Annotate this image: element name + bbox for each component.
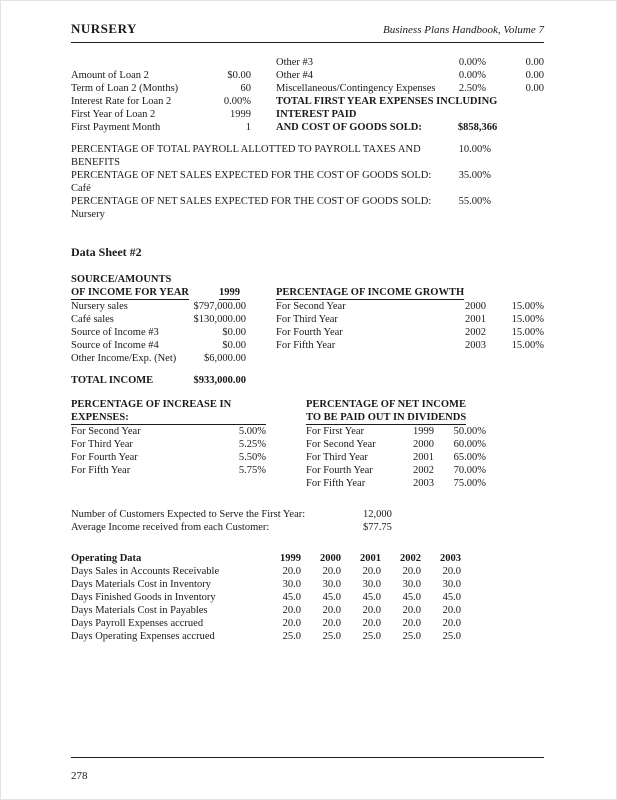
loan-detail-row (71, 69, 251, 82)
income-growth-heading (276, 286, 544, 300)
operating-cell: 25.0 (362, 631, 381, 642)
loan-details-column (71, 56, 251, 134)
total-income-value: $933,000.00 (193, 375, 246, 386)
percentage-note-label: PERCENTAGE OF NET SALES EXPECTED FOR THE COST OF GOODS SOLD: Café (71, 170, 432, 194)
loan-detail-value: 60 (240, 83, 251, 94)
dividends-value: 50.00% (453, 426, 486, 437)
expense-amount: 0.00 (525, 70, 544, 81)
income-heading-line1 (71, 273, 246, 286)
customer-assumptions (71, 508, 544, 534)
growth-value: 15.00% (511, 340, 544, 351)
operating-data-row (71, 617, 544, 630)
dividends-year: 1999 (413, 426, 434, 437)
chapter-title: NURSERY (71, 21, 137, 36)
dividends-label: For Third Year (306, 452, 368, 463)
page-number: 278 (71, 770, 88, 782)
loan-detail-value: 1 (245, 122, 251, 133)
income-label: Other Income/Exp. (Net) (71, 353, 177, 364)
growth-label: For Fourth Year (276, 327, 343, 338)
operating-cell: 20.0 (402, 566, 421, 577)
percentage-note-value: 10.00% (458, 144, 491, 155)
customer-label: Average Income received from each Customer: (71, 522, 270, 533)
operating-cell: 20.0 (282, 618, 301, 629)
growth-label: For Fifth Year (276, 340, 336, 351)
growth-year: 2003 (465, 340, 486, 351)
income-section (71, 273, 544, 365)
dividends-column (306, 398, 486, 490)
operating-cell: 45.0 (362, 592, 381, 603)
operating-row-label: Days Payroll Expenses accrued (71, 618, 204, 629)
operating-cell: 25.0 (442, 631, 461, 642)
expense-increase-row (71, 464, 266, 477)
operating-data-title: Operating Data (71, 553, 142, 564)
operating-cell: 20.0 (402, 618, 421, 629)
dividends-label: For Fifth Year (306, 478, 366, 489)
percentage-note-row (71, 143, 491, 169)
income-value: $797,000.00 (193, 301, 246, 312)
operating-row-label: Days Materials Cost in Inventory (71, 579, 211, 590)
income-row (71, 300, 246, 313)
dividends-row (306, 451, 486, 464)
operating-cell: 20.0 (282, 605, 301, 616)
year-header: 1999 (280, 553, 301, 564)
loan-detail-row (71, 95, 251, 108)
dividends-value: 75.00% (453, 478, 486, 489)
expense-percent: 2.50% (458, 83, 486, 94)
operating-data-row (71, 565, 544, 578)
operating-cell: 25.0 (282, 631, 301, 642)
operating-cell: 30.0 (322, 579, 341, 590)
other-expenses-column (276, 56, 544, 134)
income-growth-row (276, 313, 544, 326)
operating-cell: 30.0 (442, 579, 461, 590)
operating-cell: 30.0 (402, 579, 421, 590)
operating-cell: 45.0 (322, 592, 341, 603)
year-header: 2000 (320, 553, 341, 564)
expense-increase-value: 5.00% (238, 426, 266, 437)
operating-cell: 25.0 (322, 631, 341, 642)
dividends-year: 2002 (413, 465, 434, 476)
operating-data-row (71, 604, 544, 617)
operating-cell: 20.0 (362, 605, 381, 616)
operating-cell: 20.0 (362, 566, 381, 577)
growth-value: 15.00% (511, 314, 544, 325)
operating-cell: 45.0 (402, 592, 421, 603)
dividends-value: 60.00% (453, 439, 486, 450)
expense-increase-value: 5.50% (238, 452, 266, 463)
dividends-heading-line1 (306, 398, 486, 411)
loan-detail-row (71, 82, 251, 95)
income-heading-text2: OF INCOME FOR YEAR (71, 287, 189, 298)
income-sources-column (71, 273, 246, 365)
year-header: 2002 (400, 553, 421, 564)
running-header (71, 21, 544, 43)
year-header: 2001 (360, 553, 381, 564)
operating-row-label: Days Sales in Accounts Receivable (71, 566, 220, 577)
percentage-note-row (71, 195, 491, 221)
loan-detail-label: Amount of Loan 2 (71, 70, 149, 81)
operating-row-label: Days Operating Expenses accrued (71, 631, 215, 642)
expense-increase-heading (71, 398, 266, 425)
growth-value: 15.00% (511, 327, 544, 338)
operating-cell: 25.0 (402, 631, 421, 642)
expense-percent: 0.00% (458, 70, 486, 81)
total-expenses-value: $858,366 (457, 122, 498, 133)
operating-row-label: Days Materials Cost in Payables (71, 605, 208, 616)
expense-label: Miscellaneous/Contingency Expenses (276, 83, 436, 94)
income-growth-row (276, 339, 544, 352)
operating-cell: 20.0 (442, 605, 461, 616)
dividends-year: 2003 (413, 478, 434, 489)
loan-detail-row (71, 121, 251, 134)
expenses-dividends-section (71, 398, 544, 490)
growth-year: 2001 (465, 314, 486, 325)
dividends-heading-text1: PERCENTAGE OF NET INCOME (306, 399, 466, 410)
customer-value: $77.75 (363, 522, 392, 533)
dividends-heading-line2 (306, 411, 486, 425)
expense-row (276, 82, 544, 95)
income-growth-row (276, 326, 544, 339)
growth-year: 2000 (465, 301, 486, 312)
loan-and-expenses-section (71, 56, 544, 134)
dividends-heading-text2: TO BE PAID OUT IN DIVIDENDS (306, 412, 467, 423)
percentage-note-label: PERCENTAGE OF NET SALES EXPECTED FOR THE COST OF GOODS SOLD: Nursery (71, 196, 432, 220)
income-row (71, 326, 246, 339)
operating-cell: 20.0 (442, 566, 461, 577)
expense-increase-label: For Third Year (71, 439, 133, 450)
loan-detail-value: $0.00 (227, 70, 251, 81)
dividends-value: 70.00% (453, 465, 486, 476)
income-value: $130,000.00 (193, 314, 246, 325)
loan-detail-row (71, 108, 251, 121)
growth-label: For Third Year (276, 314, 338, 325)
income-growth-heading-text: PERCENTAGE OF INCOME GROWTH (276, 287, 465, 298)
expense-amount: 0.00 (525, 57, 544, 68)
page-content (1, 1, 616, 643)
total-income-row (71, 375, 246, 386)
growth-label: For Second Year (276, 301, 346, 312)
dividends-year: 2001 (413, 452, 434, 463)
book-title: Business Plans Handbook, Volume 7 (382, 24, 544, 36)
operating-data-table (71, 552, 544, 643)
operating-cell: 20.0 (282, 566, 301, 577)
operating-cell: 45.0 (442, 592, 461, 603)
total-expenses-line2 (276, 121, 544, 134)
expense-row (276, 56, 544, 69)
expense-label: Other #3 (276, 57, 314, 68)
percentage-note-value: 55.00% (458, 196, 491, 207)
operating-cell: 20.0 (402, 605, 421, 616)
section-heading: Data Sheet #2 (71, 245, 142, 259)
expense-increase-row (71, 451, 266, 464)
expense-increase-heading-text: PERCENTAGE OF INCREASE IN EXPENSES: (71, 398, 266, 425)
income-heading-line2 (71, 286, 246, 300)
operating-cell: 45.0 (282, 592, 301, 603)
income-row (71, 339, 246, 352)
operating-cell: 30.0 (362, 579, 381, 590)
percentage-notes (71, 143, 544, 221)
loan-detail-label: Interest Rate for Loan 2 (71, 96, 172, 107)
loan-detail-label: First Payment Month (71, 122, 161, 133)
loan-detail-value: 0.00% (223, 96, 251, 107)
income-row (71, 352, 246, 365)
expense-row (276, 69, 544, 82)
operating-data-row (71, 578, 544, 591)
operating-cell: 20.0 (362, 618, 381, 629)
operating-data-row (71, 630, 544, 643)
income-row (71, 313, 246, 326)
loan-detail-label: First Year of Loan 2 (71, 109, 156, 120)
customer-row (71, 508, 544, 521)
percentage-note-value: 35.00% (458, 170, 491, 181)
income-year-header: 1999 (219, 287, 240, 298)
expense-increase-value: 5.75% (238, 465, 266, 476)
expense-increase-label: For Second Year (71, 426, 141, 437)
loan-detail-value: 1999 (230, 109, 251, 120)
income-label: Café sales (71, 314, 114, 325)
income-value: $0.00 (222, 327, 246, 338)
income-value: $0.00 (222, 340, 246, 351)
operating-cell: 20.0 (322, 618, 341, 629)
operating-cell: 20.0 (322, 605, 341, 616)
expense-increase-value: 5.25% (238, 439, 266, 450)
total-expenses-label-line1: TOTAL FIRST YEAR EXPENSES INCLUDING INTEREST PAID (276, 96, 498, 120)
operating-row-label: Days Finished Goods in Inventory (71, 592, 216, 603)
customer-label: Number of Customers Expected to Serve the First Year: (71, 509, 306, 520)
dividends-label: For First Year (306, 426, 365, 437)
total-expenses-label-line2: AND COST OF GOODS SOLD: (276, 122, 422, 133)
year-header: 2003 (440, 553, 461, 564)
income-heading-text1: SOURCE/AMOUNTS (71, 274, 172, 285)
expense-increase-row (71, 438, 266, 451)
page-footer (71, 757, 544, 782)
operating-cell: 20.0 (322, 566, 341, 577)
dividends-label: For Fourth Year (306, 465, 373, 476)
loan-detail-label: Term of Loan 2 (Months) (71, 83, 179, 94)
operating-data-header-row (71, 552, 544, 565)
income-growth-row (276, 300, 544, 313)
customer-value: 12,000 (363, 509, 392, 520)
total-expenses-line1 (276, 95, 544, 121)
income-label: Source of Income #4 (71, 340, 159, 351)
percentage-note-label: PERCENTAGE OF TOTAL PAYROLL ALLOTTED TO PAYROLL TAXES AND BENEFITS (71, 144, 421, 168)
expense-amount: 0.00 (525, 83, 544, 94)
income-growth-column (276, 273, 544, 365)
operating-data-row (71, 591, 544, 604)
expense-increase-row (71, 425, 266, 438)
dividends-row (306, 464, 486, 477)
income-value: $6,000.00 (204, 353, 246, 364)
income-label: Nursery sales (71, 301, 128, 312)
expense-label: Other #4 (276, 70, 314, 81)
income-label: Source of Income #3 (71, 327, 159, 338)
expense-percent: 0.00% (458, 57, 486, 68)
dividends-value: 65.00% (453, 452, 486, 463)
growth-year: 2002 (465, 327, 486, 338)
dividends-row (306, 438, 486, 451)
customer-row (71, 521, 544, 534)
dividends-year: 2000 (413, 439, 434, 450)
expense-increase-label: For Fifth Year (71, 465, 131, 476)
percentage-note-row (71, 169, 491, 195)
dividends-row (306, 477, 486, 490)
operating-cell: 20.0 (442, 618, 461, 629)
dividends-row (306, 425, 486, 438)
expense-increase-column (71, 398, 266, 490)
total-income-label: TOTAL INCOME (71, 375, 154, 386)
expense-increase-label: For Fourth Year (71, 452, 138, 463)
operating-cell: 30.0 (282, 579, 301, 590)
growth-value: 15.00% (511, 301, 544, 312)
dividends-label: For Second Year (306, 439, 376, 450)
